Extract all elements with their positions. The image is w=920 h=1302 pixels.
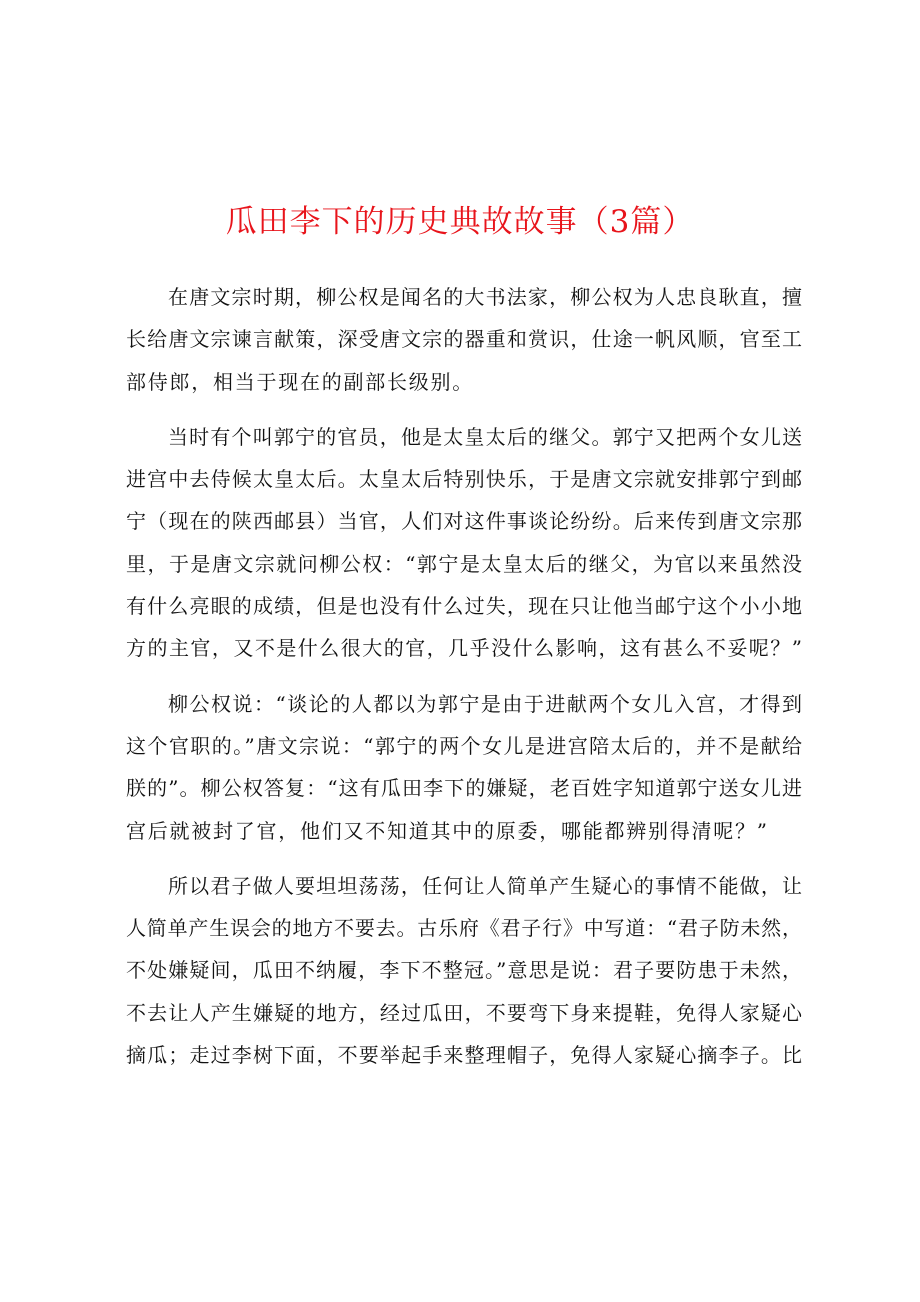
document-title: 瓜田李下的历史典故故事（3篇） xyxy=(225,204,695,240)
text-line: 不处嫌疑间，瓜田不纳履，李下不整冠。”意思是说：君子要防患于未然， xyxy=(126,958,802,983)
text-line: 不去让人产生嫌疑的地方，经过瓜田，不要弯下身来提鞋，免得人家疑心 xyxy=(126,1000,802,1025)
text-line: 朕的”。柳公权答复：“这有瓜田李下的嫌疑，老百姓字知道郭宁送女儿进 xyxy=(126,776,802,801)
document-body xyxy=(126,276,802,1089)
text-line: 人简单产生误会的地方不要去。古乐府《君子行》中写道：“君子防未然， xyxy=(126,916,802,941)
text-line: 这个官职的。”唐文宗说：“郭宁的两个女儿是进宫陪太后的，并不是献给 xyxy=(126,733,802,758)
paragraph-3 xyxy=(126,683,802,852)
text-line: 部侍郎，相当于现在的副部长级别。 xyxy=(126,369,474,394)
text-line: 长给唐文宗谏言献策，深受唐文宗的器重和赏识，仕途一帆风顺，官至工 xyxy=(126,327,802,352)
paragraph-2 xyxy=(126,416,802,670)
text-line: 宫后就被封了官，他们又不知道其中的原委，哪能都辨别得清呢？” xyxy=(126,818,769,843)
paragraph-4 xyxy=(126,865,802,1076)
text-line: 宁（现在的陕西邮县）当官，人们对这件事谈论纷纷。后来传到唐文宗那 xyxy=(126,509,802,534)
text-line: 摘瓜；走过李树下面，不要举起手来整理帽子，免得人家疑心摘李子。比 xyxy=(126,1043,802,1068)
text-line: 所以君子做人要坦坦荡荡，任何让人简单产生疑心的事情不能做，让 xyxy=(168,873,802,898)
text-line: 里，于是唐文宗就问柳公权：“郭宁是太皇太后的继父，为官以来虽然没 xyxy=(126,551,802,576)
text-line: 在唐文宗时期，柳公权是闻名的大书法家，柳公权为人忠良耿直，擅 xyxy=(168,285,802,309)
text-line: 有什么亮眼的成绩，但是也没有什么过失，现在只让他当邮宁这个小小地 xyxy=(126,594,802,619)
text-line: 柳公权说：“谈论的人都以为郭宁是由于进献两个女儿入宫，才得到 xyxy=(168,691,802,716)
paragraph-1 xyxy=(126,276,802,403)
text-line: 当时有个叫郭宁的官员，他是太皇太后的继父。郭宁又把两个女儿送 xyxy=(168,424,802,449)
text-line: 进宫中去侍候太皇太后。太皇太后特别快乐，于是唐文宗就安排郭宁到邮 xyxy=(126,467,802,492)
text-line: 方的主官，又不是什么很大的官，几乎没什么影响，这有甚么不妥呢？” xyxy=(126,636,802,661)
